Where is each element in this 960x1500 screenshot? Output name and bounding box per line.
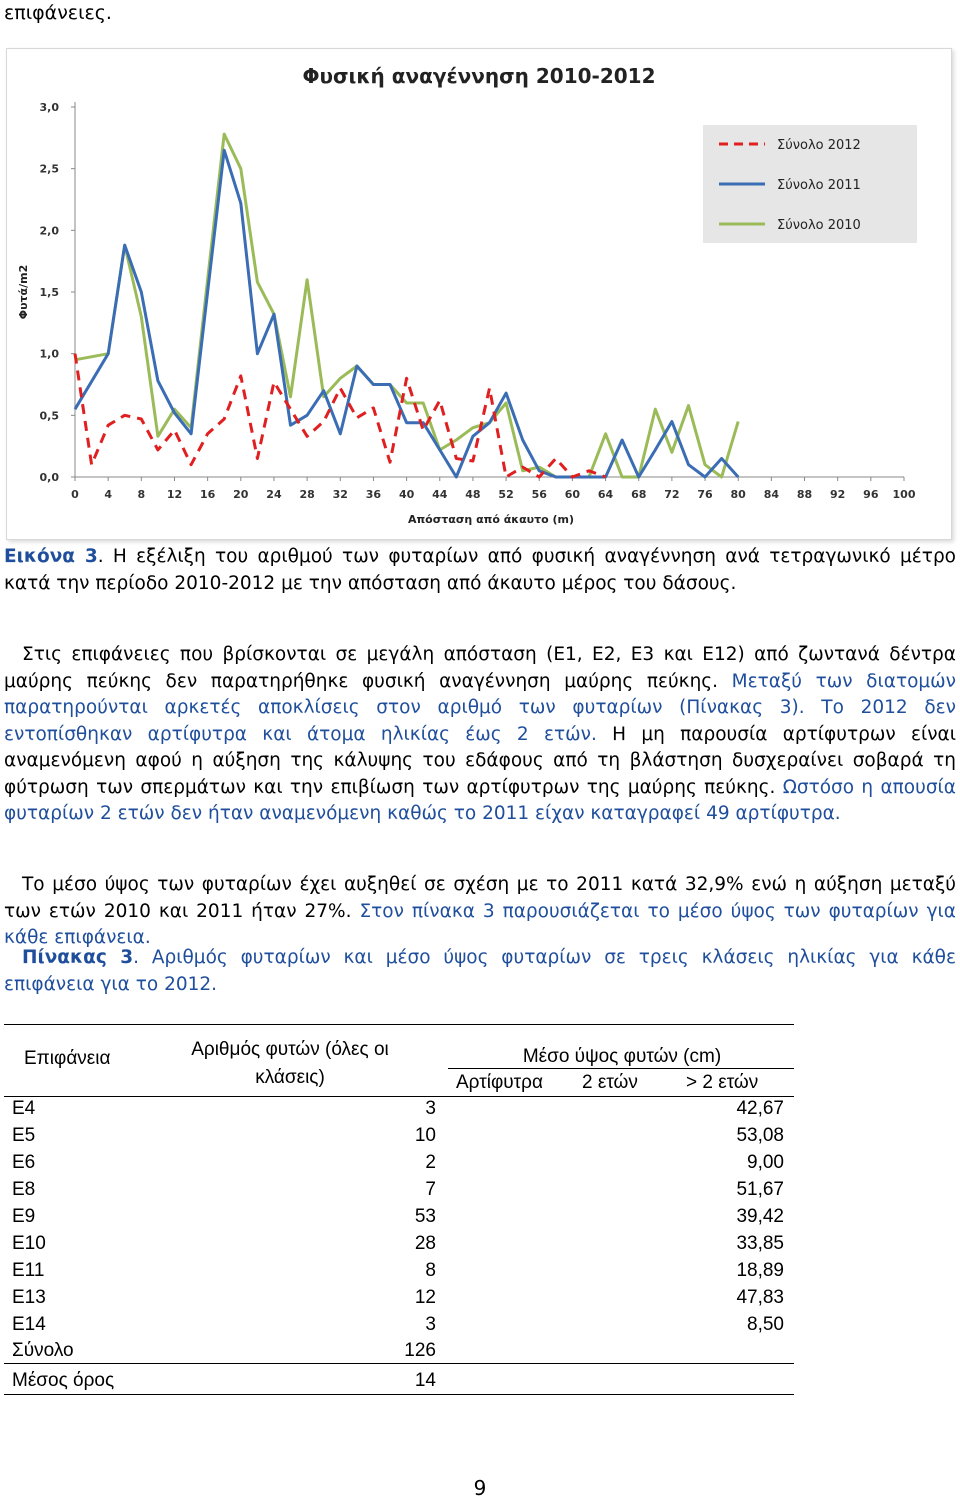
y-tick-label: 0,0 <box>39 471 59 484</box>
p1-a: Στις επιφάνειες που βρίσκονται σε μεγάλη απόσταση (Ε1, Ε2, Ε3 και Ε12) από ζωντανά δέντρα μαύρης πεύκης δεν παρατηρήθηκε φυσική αναγέννηση μαύρης πεύκης. <box>4 644 956 692</box>
row-height: 39,42 <box>736 1206 784 1227</box>
y-tick-label: 1,0 <box>39 347 59 361</box>
table-row <box>0 1179 960 1205</box>
row-height: 51,67 <box>736 1179 784 1200</box>
x-tick-label: 48 <box>465 488 481 501</box>
x-tick-label: 40 <box>398 488 415 501</box>
table-row <box>0 1206 960 1232</box>
table-row <box>0 1287 960 1313</box>
row-height: 33,85 <box>736 1233 784 1254</box>
data-table <box>0 1020 960 1400</box>
p1-d: Ωστόσο η απουσία φυταρίων 2 ετών δεν ήταν αναμενόμενη καθώς το 2011 είχαν καταγραφεί 49 αρτίφυτρα. <box>4 776 956 824</box>
table-row <box>0 1098 960 1124</box>
row-surface: Σύνολο <box>12 1340 74 1361</box>
x-tick-label: 64 <box>597 488 614 501</box>
x-tick-label: 44 <box>432 488 448 501</box>
subheader-newborn: Αρτίφυτρα <box>456 1072 543 1093</box>
table-row <box>0 1370 960 1396</box>
table-bottom-rule <box>4 1394 794 1395</box>
x-tick-label: 96 <box>863 488 879 501</box>
table-top-rule <box>4 1024 794 1025</box>
table-summary-rule <box>4 1363 794 1364</box>
row-count: 10 <box>414 1125 436 1146</box>
row-count: 3 <box>425 1314 436 1335</box>
table-caption <box>4 945 956 998</box>
row-surface: Ε9 <box>12 1206 36 1227</box>
row-height: 18,89 <box>736 1260 784 1281</box>
legend-label: Σύνολο 2011 <box>777 178 861 193</box>
row-surface: Ε4 <box>12 1098 36 1119</box>
header-sub-rule <box>448 1068 794 1069</box>
x-tick-label: 52 <box>498 488 514 501</box>
x-tick-label: 100 <box>892 488 916 501</box>
row-height: 47,83 <box>736 1287 784 1308</box>
row-height: 42,67 <box>736 1098 784 1119</box>
figure-chart <box>6 48 952 540</box>
top-text: επιφάνειες. <box>4 2 112 24</box>
x-tick-label: 4 <box>104 488 112 501</box>
table-caption-label: Πίνακας 3 <box>22 947 134 968</box>
row-surface: Ε8 <box>12 1179 36 1200</box>
row-count: 14 <box>414 1370 436 1391</box>
x-tick-label: 92 <box>830 488 846 501</box>
x-tick-label: 84 <box>763 488 780 501</box>
chart-title: Φυσική αναγέννηση 2010-2012 <box>302 64 656 88</box>
x-tick-label: 56 <box>531 488 547 501</box>
y-tick-label: 0,5 <box>39 409 59 423</box>
header-surface: Επιφάνεια <box>24 1048 111 1069</box>
x-tick-label: 60 <box>564 488 581 501</box>
row-height: 53,08 <box>736 1125 784 1146</box>
row-count: 28 <box>414 1233 436 1254</box>
p2-b: Στον πίνακα 3 παρουσιάζεται το μέσο ύψος των φυταρίων για κάθε επιφάνεια. <box>4 900 956 948</box>
row-count: 3 <box>425 1098 436 1119</box>
x-tick-label: 24 <box>266 488 282 501</box>
subheader-2years: 2 ετών <box>582 1072 638 1093</box>
row-count: 8 <box>425 1260 436 1281</box>
row-height: 9,00 <box>747 1152 784 1173</box>
header-bottom-rule <box>4 1096 794 1097</box>
x-tick-label: 8 <box>137 488 146 501</box>
y-axis-label: Φυτά/m2 <box>17 264 30 320</box>
chart-svg <box>7 49 951 539</box>
x-tick-label: 28 <box>299 488 315 501</box>
row-surface: Ε5 <box>12 1125 36 1146</box>
series-line-Σύνολο-2011 <box>75 150 738 477</box>
table-row <box>0 1233 960 1259</box>
paragraph-1 <box>4 642 956 828</box>
row-surface: Ε10 <box>12 1233 46 1254</box>
x-tick-label: 32 <box>332 488 348 501</box>
y-tick-label: 2,5 <box>39 162 59 176</box>
x-tick-label: 0 <box>71 488 79 501</box>
row-surface: Ε13 <box>12 1287 46 1308</box>
row-count: 2 <box>425 1152 436 1173</box>
x-tick-label: 36 <box>365 488 382 501</box>
table-row <box>0 1152 960 1178</box>
row-count: 126 <box>404 1340 436 1361</box>
x-tick-label: 72 <box>664 488 680 501</box>
legend <box>703 125 917 243</box>
x-tick-label: 80 <box>730 488 746 501</box>
row-count: 12 <box>414 1287 436 1308</box>
subheader-over-2years: > 2 ετών <box>686 1072 759 1093</box>
row-surface: Ε6 <box>12 1152 36 1173</box>
table-row <box>0 1125 960 1151</box>
y-tick-label: 1,5 <box>39 286 59 299</box>
x-tick-label: 88 <box>796 488 813 501</box>
x-tick-label: 16 <box>199 488 216 501</box>
row-count: 7 <box>425 1179 436 1200</box>
header-count: Αριθμός φυτών (όλες οι κλάσεις) <box>191 1039 389 1088</box>
row-count: 53 <box>414 1206 436 1227</box>
x-tick-label: 76 <box>697 488 713 501</box>
row-surface: Ε11 <box>12 1260 45 1281</box>
paragraph-2 <box>4 872 956 952</box>
legend-label: Σύνολο 2012 <box>777 138 861 153</box>
x-tick-label: 20 <box>233 488 249 501</box>
legend-label: Σύνολο 2010 <box>777 218 861 233</box>
x-axis-label: Απόσταση από άκαυτο (m) <box>407 513 575 526</box>
y-tick-label: 3,0 <box>39 101 59 114</box>
caption-text: . Η εξέλιξη του αριθμού των φυταρίων από φυσική αναγέννηση ανά τετραγωνικό μέτρο κατά την περίοδο 2010-2012 με την απόσταση από άκαυτο μέρος του δάσους. <box>4 546 957 594</box>
y-tick-label: 2,0 <box>39 224 59 238</box>
series-line-Σύνολο-2010 <box>75 134 738 477</box>
table-row <box>0 1260 960 1286</box>
row-surface: Μέσος όρος <box>12 1370 115 1391</box>
table-row <box>0 1314 960 1340</box>
page-number: 9 <box>473 1476 487 1500</box>
header-height: Μέσο ύψος φυτών (cm) <box>522 1046 722 1067</box>
p1-c: Η μη παρουσία αρτίφυτρων είναι αναμενόμενη αφού η αύξηση της κάλυψης του εδάφους από τη βλάστηση δυσχεραίνει σοβαρά τη φύτρωση των σπερμάτων και την επιβίωση των αρτίφυτρων της μαύρης πεύκης. <box>4 723 956 798</box>
x-tick-label: 68 <box>631 488 647 501</box>
p1-b: Μεταξύ των διατομών παρατηρούνται αρκετές αποκλίσεις στον αριθμό των φυταρίων (Πίνακας 3). Το 2012 δεν εντοπίσθηκαν αρτίφυτρα και άτομα ηλικίας έως 2 ετών. <box>4 670 957 745</box>
table-caption-text: . Αριθμός φυταρίων και μέσο ύψος φυταρίων σε τρεις κλάσεις ηλικίας για κάθε επιφάνεια για το 2012. <box>4 947 956 995</box>
row-surface: Ε14 <box>12 1314 46 1335</box>
p2-a: Το μέσο ύψος των φυταρίων έχει αυξηθεί σε σχέση με το 2011 κατά 32,9% ενώ η αύξηση μεταξύ των ετών 2010 και 2011 ήταν 27%. <box>4 874 956 922</box>
figure-caption <box>4 544 956 597</box>
row-height: 8,50 <box>747 1314 784 1335</box>
x-tick-label: 12 <box>166 488 183 501</box>
caption-label: Εικόνα 3 <box>4 546 98 567</box>
